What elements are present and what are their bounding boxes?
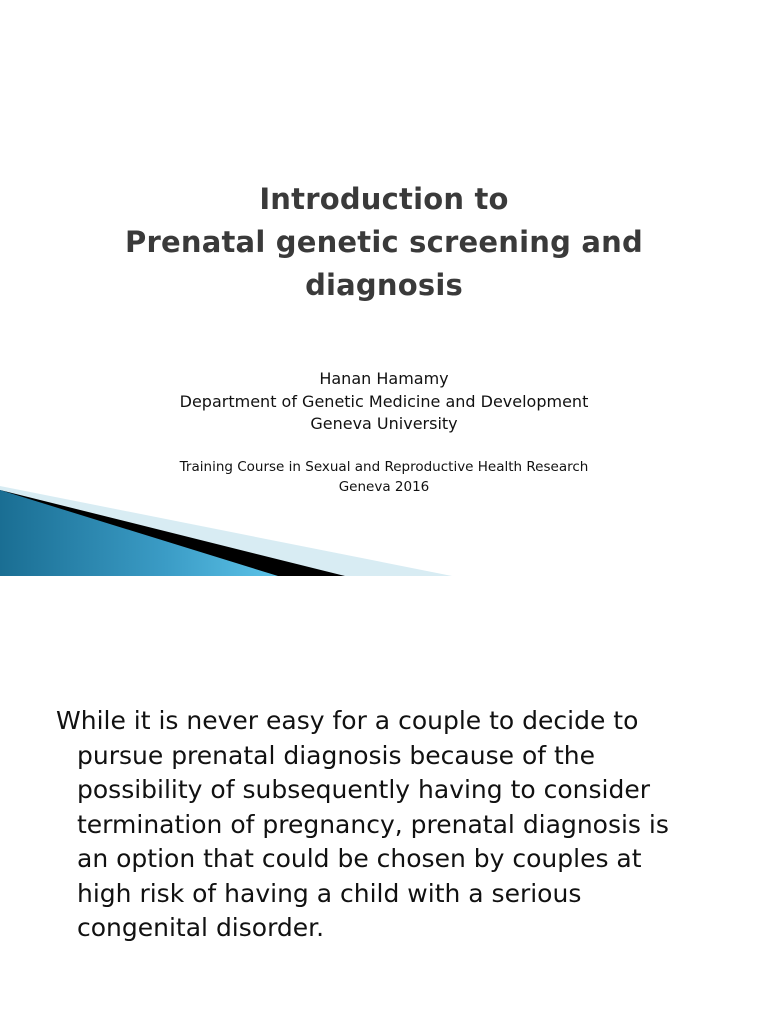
body-paragraph (56, 704, 736, 946)
content-slide (0, 576, 768, 1024)
title-line-2: Prenatal genetic screening and (125, 225, 643, 259)
body-line-7: congenital disorder. (77, 913, 325, 942)
body-line-5: an option that could be chosen by couples at (77, 844, 642, 873)
university-name: Geneva University (310, 414, 458, 433)
body-line-4: termination of pregnancy, prenatal diagnosis is (77, 809, 669, 839)
title-line-3: diagnosis (305, 268, 463, 302)
author-name: Hanan Hamamy (319, 369, 449, 388)
body-line-6: high risk of having a child with a serious (77, 878, 582, 908)
title-line-1: Introduction to (259, 182, 509, 216)
body-line-2: pursue prenatal diagnosis because of the (77, 740, 596, 770)
body-line-3: possibility of subsequently having to consider (77, 775, 651, 804)
place-year: Geneva 2016 (338, 479, 430, 495)
body-line-1: While it is never easy for a couple to decide to (56, 706, 639, 735)
department-name: Department of Genetic Medicine and Development (179, 392, 589, 411)
course-name: Training Course in Sexual and Reproductive Health Research (179, 459, 589, 475)
